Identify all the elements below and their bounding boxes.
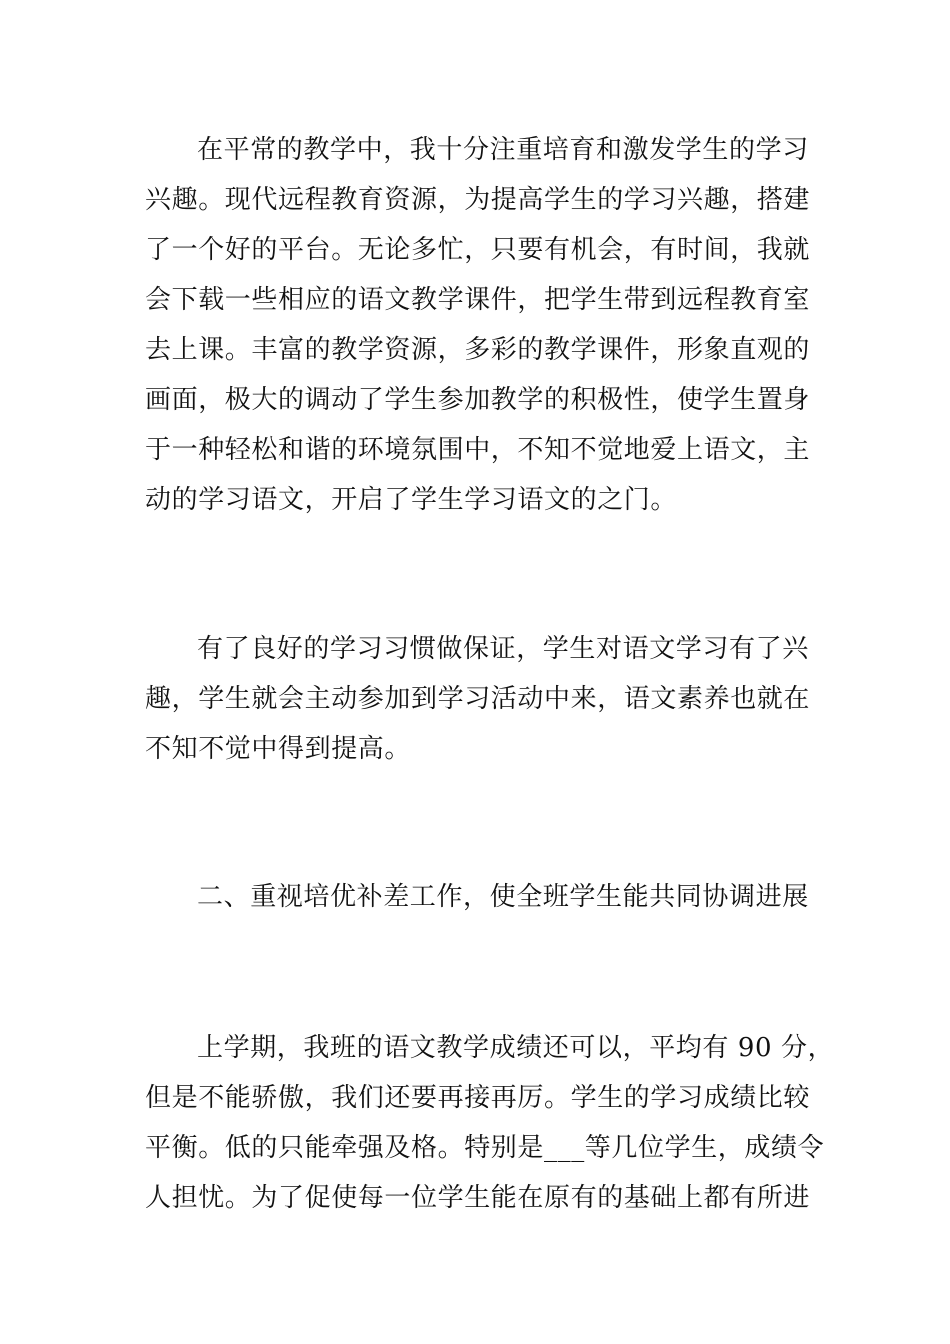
text-line: 人担忧。为了促使每一位学生能在原有的基础上都有所进 [145,1183,811,1213]
text-line: 了一个好的平台。无论多忙，只要有机会，有时间，我就 [145,235,811,265]
text-line: 但是不能骄傲，我们还要再接再厉。学生的学习成绩比较 [145,1083,811,1113]
text-line: 兴趣。现代远程教育资源，为提高学生的学习兴趣，搭建 [145,185,811,215]
text-line: 不知不觉中得到提高。 [145,734,412,764]
text-line: 会下载一些相应的语文教学课件，把学生带到远程教育室 [145,285,811,315]
text-line: 在平常的教学中，我十分注重培育和激发学生的学习 [197,135,809,165]
text-line: 趣，学生就会主动参加到学习活动中来，语文素养也就在 [145,684,811,714]
heading-text: 二、重视培优补差工作，使全班学生能共同协调进展 [197,882,809,912]
text-line: 平衡。低的只能牵强及格。特别是___等几位学生，成绩令 [145,1133,825,1163]
text-line: 动的学习语文，开启了学生学习语文的之门。 [145,485,678,515]
text-line: 有了良好的学习习惯做保证，学生对语文学习有了兴 [197,634,809,664]
text-line: 于一种轻松和谐的环境氛围中，不知不觉地爱上语文，主 [145,435,811,465]
text-line: 画面，极大的调动了学生参加教学的积极性，使学生置身 [145,385,811,415]
text-line: 去上课。丰富的教学资源，多彩的教学课件，形象直观的 [145,335,811,365]
text-line: 上学期，我班的语文教学成绩还可以，平均有 90 分， [197,1033,835,1063]
